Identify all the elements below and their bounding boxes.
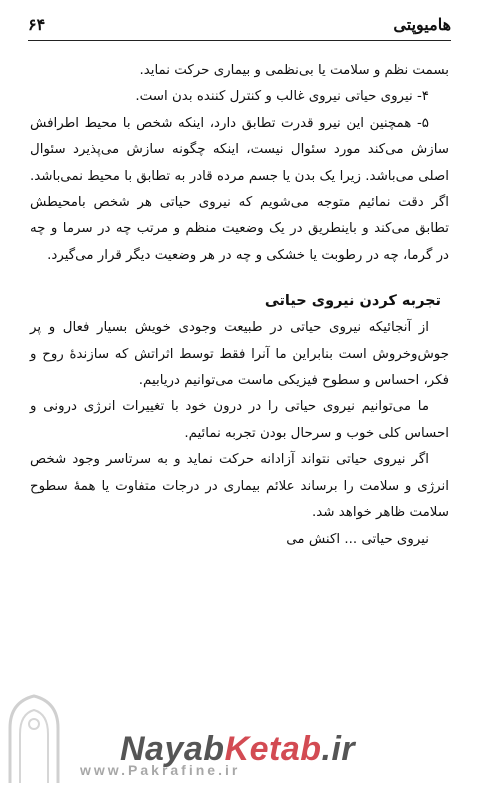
paragraph: ۴- نیروی حیاتی نیروی غالب و کنترل کننده بدن است. — [135, 89, 429, 105]
page-number: ۶۴ — [28, 15, 46, 34]
watermark-brand-1: Nayab — [120, 730, 225, 768]
paragraph: ما می‌توانیم نیروی حیاتی را در درون خود با تغییرات انرژی درونی و احساس کلی خوب و سرحال بودن تجربه نمائیم. — [30, 399, 449, 441]
paragraph: بسمت نظم و سلامت یا بی‌نظمی و بیماری حرکت نماید. — [139, 63, 449, 78]
paragraph: نیروی حیاتی ... اکنش می‌ — [286, 531, 429, 547]
header-rule — [28, 40, 451, 41]
section-heading: تجربه کردن نیروی حیاتی — [264, 293, 441, 310]
watermark-brand-2: Ketab — [224, 730, 322, 768]
running-title: هامیوپتی — [393, 15, 451, 34]
watermark-brand-3: .ir — [321, 730, 356, 768]
watermark — [80, 730, 420, 780]
page-header — [28, 8, 451, 34]
paragraph: از آنجائیکه نیروی حیاتی در طبیعت وجودی خویش بسیار فعال و پر جوش‌وخروش است بنابراین ما آنرا فقط توسط اثراتش که سازندهٔ روح و فکر، احساس و سطوح فیزیکی ماست می‌توانیم دریابیم. — [30, 320, 449, 389]
paragraph: اگر نیروی حیاتی نتواند آزادانه حرکت نماید و به سرتاسر وجود شخص انرژی و سلامت را برساند علائم بیماری در درجات متفاوت یا همهٔ سطوح سلامت ظاهر خواهد شد. — [30, 452, 449, 521]
page-body — [30, 58, 449, 553]
paragraph: ۵- همچنین این نیرو قدرت تطابق دارد، اینکه شخص با محیط اطرافش سازش می‌کند مورد سئوال نیست، اینکه چگونه سازش می‌پذیرد سئوال اصلی می‌باشد. زیرا یک بدن یا جسم مرده قادر به تطابق با محیط نمی‌باشد. اگر دقت نمائیم متوجه می‌شویم که نیروی حیاتی هر شخص بامحیطش تطابق می‌کند و باینطریق در یک وضعیت منظم و مرتب چه در سرما و چه در گرما، چه در رطوبت یا خشکی و چه در هر وضعیت دیگر قرار می‌گیرد. — [30, 115, 449, 263]
watermark-logo — [120, 730, 355, 769]
ornament-icon — [4, 688, 74, 785]
watermark-url: www.Pakrafine.ir — [80, 762, 241, 778]
